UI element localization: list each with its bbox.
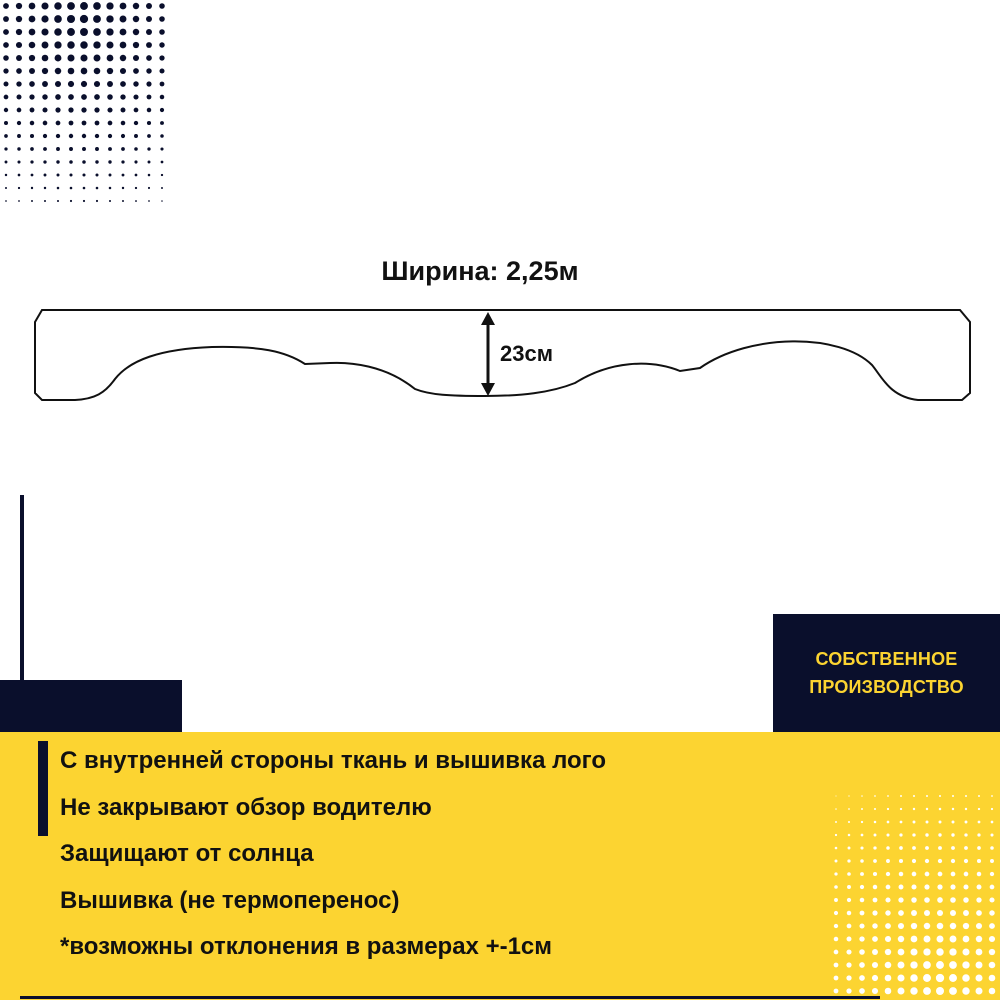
feature-item: Вышивка (не термоперенос) [60,886,400,914]
navy-accent-block [0,680,182,732]
feature-item: Защищают от солнца [60,840,314,867]
badge-line-2: ПРОИЗВОДСТВО [809,677,964,697]
feature-item: *возможны отклонения в размерах +-1см [60,933,553,960]
features-list [60,740,606,973]
features-accent-bar [38,741,48,836]
halftone-dots-top-left [0,0,170,210]
height-label: 23см [500,341,553,366]
bottom-accent-line [20,996,880,999]
badge-line-1: СОБСТВЕННОЕ [815,649,958,669]
feature-item: Не закрывают обзор водителю [60,793,432,821]
own-production-badge [773,614,1000,732]
halftone-dots-bottom-right [830,790,1000,1000]
feature-item: С внутренней стороны ткань и вышивка лого [60,747,607,774]
width-label: Ширина: 2,25м [381,256,579,286]
